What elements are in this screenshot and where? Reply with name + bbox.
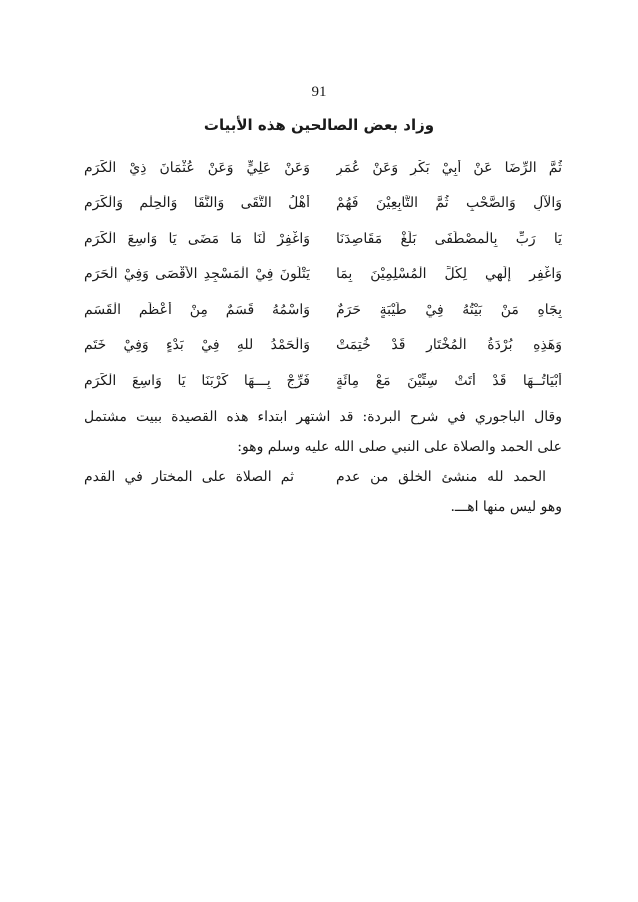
verse-1-first-hemistich: ثُمَّ الرِّضَا عَنْ أَبِيْ بَكْرٍ وَعَنْ عُمَرٍ	[336, 159, 562, 176]
poem-verses	[84, 150, 562, 399]
prose-line-2: على الحمد والصلاة على النبي صلى الله عليه وسلم وهو:	[237, 439, 562, 455]
verse-4-first-hemistich: وَاغْفِرِ إلَهِي لِكُلِّ الْمُسْلِمِيْنَ بِمَا	[336, 266, 562, 283]
verse-6-first-hemistich: وَهَذِهِ بُرْدَةُ الْمُخْتَارِ قَدْ خُتِمَتْ	[336, 337, 562, 354]
verse-2-first-hemistich: وَالْآلِ وَالصَّحْبِ ثُمَّ التَّابِعِيْنَ فَهُمْ	[336, 195, 562, 212]
verse-1	[84, 150, 562, 186]
prose-line-1: وقال الباجوري في شرح البردة: قد اشتهر ابتداء هذه القصيدة ببيت مشتمل	[84, 409, 562, 425]
verse-1-second-hemistich: وَعَنْ عَلِيٍّ وَعَنْ عُثْمَانَ ذِيْ الْكَرَمِ	[84, 159, 310, 176]
verse-5-first-hemistich: بِجَاهِ مَنْ بَيْتُهُ فِيْ طَيْبَةٍ حَرَمٌ	[336, 301, 562, 318]
page-number: 91	[311, 84, 327, 100]
verse-2-second-hemistich: أَهْلُ التُّقَى وَالنَّقَا وَالْحِلْمِ وَالْكَرَمِ	[84, 195, 310, 212]
verse-7-first-hemistich: أَبْيَاتُــهَا قَدْ أَتَتْ سِتِّيْنَ مَعْ مِائَةٍ	[336, 372, 562, 389]
commentary-prose	[84, 402, 562, 522]
verse-4	[84, 257, 562, 293]
verse-6	[84, 328, 562, 364]
verse-7-second-hemistich: فَرِّجْ بِـــهَا كَرْبَنَا يَا وَاسِعَ الْكَرَمِ	[84, 372, 310, 389]
verse-5	[84, 292, 562, 328]
verse-7	[84, 363, 562, 399]
verse-5-second-hemistich: وَاسْمُهُ قَسَمٌ مِنْ أَعْظَمِ الْقَسَمِ	[84, 301, 310, 318]
section-title: وزاد بعض الصالحين هذه الأبيات	[203, 116, 435, 134]
quoted-opening-verse	[84, 462, 562, 492]
verse-2	[84, 186, 562, 222]
verse-3-first-hemistich: يَا رَبِّ بِالْمصْطَفَى بَلِّغْ مَقَاصِدَنَا	[336, 230, 562, 247]
verse-3	[84, 221, 562, 257]
prose-line-4: وهو ليس منها اهـــ.	[450, 499, 562, 515]
verse-6-second-hemistich: وَالْحَمْدُ للهِ فِيْ بَدْءٍ وَفِيْ خَتَمِ	[84, 337, 310, 354]
verse-3-second-hemistich: وَاغْفِرْ لَنَا مَا مَضَى يَا وَاسِعَ الْكَرَمِ	[84, 230, 310, 247]
quoted-verse-first-hemistich: الحمد لله منشئ الخلق من عدم	[336, 469, 546, 485]
verse-4-second-hemistich: يَتْلُونَ فِيْ الْمَسْجِدِ الأَقْصَى وَفِيْ الْحَرَمِ	[84, 266, 310, 283]
quoted-verse-second-hemistich: ثم الصلاة على المختار في القدم	[84, 469, 294, 485]
